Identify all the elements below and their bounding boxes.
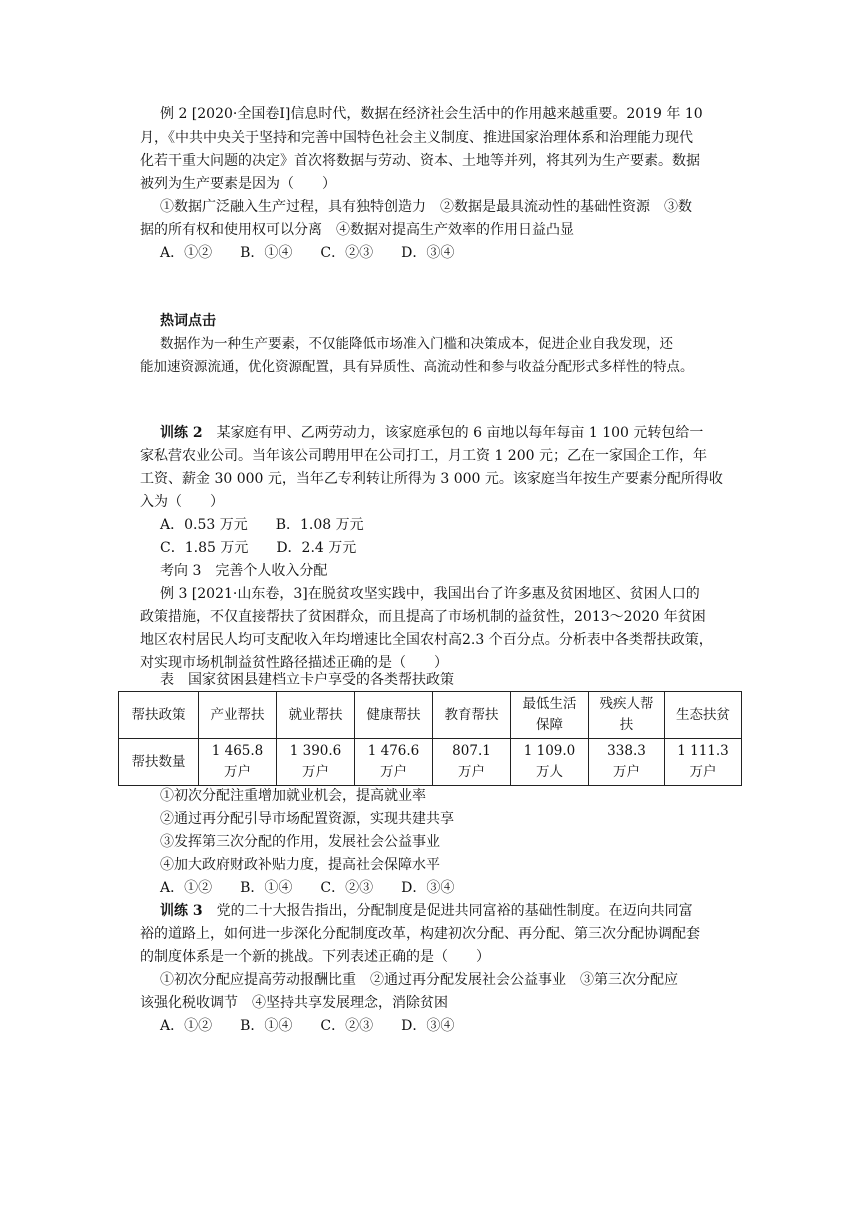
table-cell: 健康帮扶 <box>355 692 433 739</box>
example3-options: A．①② B．①④ C．②③ D．③④ <box>160 880 455 896</box>
example3-statement-1: ①初次分配注重增加就业机会，提高就业率 <box>160 788 426 804</box>
training2-options-1: A．0.53 万元 B．1.08 万元 <box>160 517 364 533</box>
table-caption: 表 国家贫困县建档立卡户享受的各类帮扶政策 <box>160 672 454 688</box>
table-row <box>119 739 742 786</box>
table-cell: 帮扶政策 <box>119 692 199 739</box>
table-cell: 338.3 万户 <box>589 739 665 786</box>
example3-line-4: 对实现市场机制益贫性路径描述正确的是（ ） <box>140 655 448 671</box>
table-cell: 产业帮扶 <box>199 692 277 739</box>
training3-statement-1: ①初次分配应提高劳动报酬比重 ②通过再分配发展社会公益事业 ③第三次分配应 <box>160 972 678 988</box>
hot-words-line-2: 能加速资源流通，优化资源配置，具有异质性、高流动性和参与收益分配形式多样性的特点。 <box>140 359 694 375</box>
table-cell: 1 111.3 万户 <box>665 739 742 786</box>
example2-line-4: 被列为生产要素是因为（ ） <box>140 176 336 192</box>
training2-options-2: C．1.85 万元 D．2.4 万元 <box>160 540 357 556</box>
example2-line-1: 例 2 [2020·全国卷Ⅰ]信息时代，数据在经济社会生活中的作用越来越重要。2019 年 10 <box>160 106 703 122</box>
table-cell: 1 476.6 万户 <box>355 739 433 786</box>
table-header-row <box>119 692 742 739</box>
example2-statement-1: ①数据广泛融入生产过程，具有独特创造力 ②数据是最具流动性的基础性资源 ③数 <box>160 199 692 215</box>
example2-line-3: 化若干重大问题的决定》首次将数据与劳动、资本、土地等并列，将其列为生产要素。数据 <box>140 153 700 169</box>
example3-statement-2: ②通过再分配引导市场配置资源，实现共建共享 <box>160 811 454 827</box>
example2-options: A．①② B．①④ C．②③ D．③④ <box>160 245 455 261</box>
training3-text-1: 党的二十大报告指出，分配制度是促进共同富裕的基础性制度。在迈向共同富 <box>216 903 693 919</box>
training2-line-4: 入为（ ） <box>140 494 224 510</box>
training3-line-1 <box>160 900 693 922</box>
table-cell: 生态扶贫 <box>665 692 742 739</box>
policy-table <box>118 691 742 786</box>
table-cell: 教育帮扶 <box>433 692 511 739</box>
table-cell: 1 109.0 万人 <box>511 739 589 786</box>
table-cell: 残疾人帮 扶 <box>589 692 665 739</box>
example3-line-3: 地区农村居民人均可支配收入年均增速比全国农村高2.3 个百分点。分析表中各类帮扶政策， <box>140 632 713 648</box>
table-cell: 就业帮扶 <box>277 692 355 739</box>
example2-line-2: 月，《中共中央关于坚持和完善中国特色社会主义制度、推进国家治理体系和治理能力现代 <box>140 130 693 146</box>
training2-text-1: 某家庭有甲、乙两劳动力，该家庭承包的 6 亩地以每年每亩 1 100 元转包给一 <box>216 425 704 441</box>
training3-label: 训练 3 <box>160 903 203 919</box>
example3-line-2: 政策措施，不仅直接帮扶了贫困群众，而且提高了市场机制的益贫性，2013～2020 年贫困 <box>140 609 706 625</box>
training3-line-2: 裕的道路上，如何进一步深化分配制度改革，构建初次分配、再分配、第三次分配协调配套 <box>140 926 700 942</box>
training3-line-3: 的制度体系是一个新的挑战。下列表述正确的是（ ） <box>140 949 490 965</box>
training2-label: 训练 2 <box>160 425 203 441</box>
table-cell: 1 465.8 万户 <box>199 739 277 786</box>
training2-line-2: 家私营农业公司。当年该公司聘用甲在公司打工，月工资 1 200 元；乙在一家国企工作，年 <box>140 448 707 464</box>
table-cell: 1 390.6 万户 <box>277 739 355 786</box>
table-cell: 807.1 万户 <box>433 739 511 786</box>
example3-line-1: 例 3 [2021·山东卷，3]在脱贫攻坚实践中，我国出台了许多惠及贫困地区、贫困人口的 <box>160 586 700 602</box>
table-cell: 帮扶数量 <box>119 739 199 786</box>
direction3-heading: 考向 3 完善个人收入分配 <box>160 563 328 579</box>
example2-statement-2: 据的所有权和使用权可以分离 ④数据对提高生产效率的作用日益凸显 <box>140 222 574 238</box>
training3-statement-2: 该强化税收调节 ④坚持共享发展理念，消除贫困 <box>140 995 448 1011</box>
table-cell: 最低生活 保障 <box>511 692 589 739</box>
hot-words-title: 热词点击 <box>160 313 216 329</box>
example3-statement-4: ④加大政府财政补贴力度，提高社会保障水平 <box>160 857 440 873</box>
training3-options: A．①② B．①④ C．②③ D．③④ <box>160 1018 455 1034</box>
hot-words-line-1: 数据作为一种生产要素，不仅能降低市场准入门槛和决策成本，促进企业自我发现，还 <box>160 336 673 352</box>
training2-line-1 <box>160 422 703 444</box>
example3-statement-3: ③发挥第三次分配的作用，发展社会公益事业 <box>160 834 440 850</box>
training2-line-3: 工资、薪金 30 000 元，当年乙专利转让所得为 3 000 元。该家庭当年按生产要素分配所得收 <box>140 471 723 487</box>
